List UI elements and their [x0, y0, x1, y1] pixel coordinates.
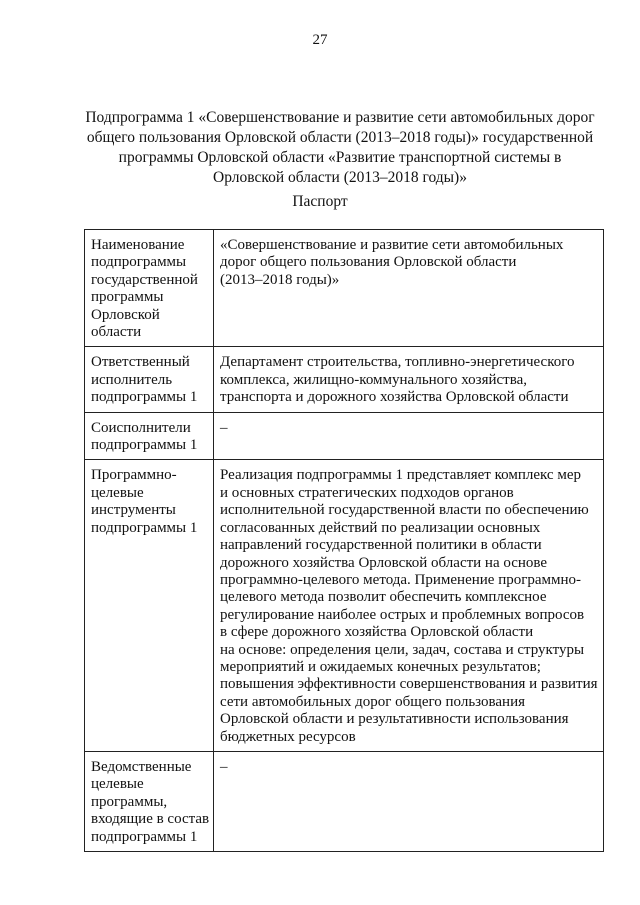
title-line: Подпрограмма 1 «Совершенствование и развитие сети автомобильных дорог [85, 109, 595, 126]
row-value-cell [214, 347, 604, 412]
row-value-line: Департамент строительства, топливно-энергетического [220, 354, 575, 371]
passport-row [85, 347, 604, 412]
row-label-line: Орловской [91, 306, 160, 323]
row-value-line: Реализация подпрограммы 1 представляет комплекс мер [220, 467, 581, 484]
row-label-line: исполнитель [91, 371, 173, 388]
title-line: Орловской области (2013–2018 годы)» [213, 169, 467, 186]
row-label-cell [85, 751, 214, 851]
row-value-line: «Совершенствование и развитие сети автомобильных [220, 237, 564, 253]
passport-table-body [85, 230, 604, 852]
passport-table [84, 229, 604, 852]
row-value-line: в сфере дорожного хозяйства Орловской области [220, 624, 534, 641]
row-label-cell [85, 412, 214, 460]
row-value-cell [214, 460, 604, 752]
row-value-line: – [220, 758, 228, 775]
row-value-line: программно-целевого метода. Применение программно- [220, 571, 582, 588]
title-line: общего пользования Орловской области (2013–2018 годы)» государственной [86, 129, 594, 146]
row-label-line: подпрограммы 1 [91, 437, 198, 454]
row-label-line: области [91, 324, 142, 341]
title-line: программы Орловской области «Развитие транспортной системы в [118, 149, 562, 166]
row-value-cell [214, 412, 604, 460]
row-label-line: программы, [91, 793, 168, 810]
row-label-line: подпрограммы [91, 254, 187, 271]
row-label-cell [85, 230, 214, 347]
row-label-line: входящие в состав [91, 811, 210, 828]
row-value-line: направлений государственной политики в области [220, 537, 542, 554]
row-label-line: Наименование [91, 237, 185, 253]
passport-row [85, 751, 604, 851]
row-value-line: транспорта и дорожного хозяйства Орловской области [220, 389, 569, 406]
row-label-line: государственной [91, 271, 198, 288]
document-title [60, 108, 620, 188]
row-value-cell [214, 230, 604, 347]
row-label-line: Ведомственные [91, 758, 192, 775]
row-label-line: Ответственный [91, 354, 190, 371]
row-label-line: подпрограммы 1 [91, 828, 198, 845]
passport-heading: Паспорт [292, 193, 348, 210]
row-label-line: подпрограммы 1 [91, 389, 198, 406]
row-value-line: повышения эффективности совершенствования и развития [220, 676, 598, 693]
row-value-line: комплекса, жилищно-коммунального хозяйства, [220, 371, 528, 388]
passport-row [85, 460, 604, 752]
row-label-line: подпрограммы 1 [91, 519, 198, 536]
row-value-line: на основе: определения цели, задач, состава и структуры [220, 641, 585, 658]
row-label-line: Соисполнители [91, 419, 191, 436]
row-value-line: регулирование наиболее острых и проблемных вопросов [220, 606, 585, 623]
row-label-line: целевые [91, 484, 144, 501]
row-label-cell [85, 347, 214, 412]
row-label-line: целевые [91, 776, 144, 793]
row-value-cell [214, 751, 604, 851]
row-value-line: согласованных действий по реализации основных [220, 519, 541, 536]
passport-row [85, 230, 604, 347]
row-label-cell [85, 460, 214, 752]
row-label-line: инструменты [91, 502, 176, 519]
row-value-line: дорожного хозяйства Орловской области на основе [220, 554, 548, 571]
row-value-line: дорог общего пользования Орловской области [220, 254, 517, 271]
row-value-line: мероприятий и ожидаемых конечных результатов; [220, 658, 541, 675]
row-label-line: программы [91, 289, 164, 306]
row-label-line: Программно- [91, 467, 177, 484]
row-value-line: бюджетных ресурсов [220, 728, 356, 745]
passport-row [85, 412, 604, 460]
row-value-line: и основных стратегических подходов органов [220, 484, 514, 501]
page-number: 27 [312, 32, 328, 48]
row-value-line: Орловской области и результативности использования [220, 711, 569, 728]
row-value-line: – [220, 419, 228, 436]
row-value-line: целевого метода позволит обеспечить комплексное [220, 589, 547, 606]
row-value-line: исполнительной государственной власти по обеспечению [220, 502, 589, 519]
row-value-line: (2013–2018 годы)» [220, 271, 340, 288]
row-value-line: сети автомобильных дорог общего пользования [220, 693, 525, 710]
